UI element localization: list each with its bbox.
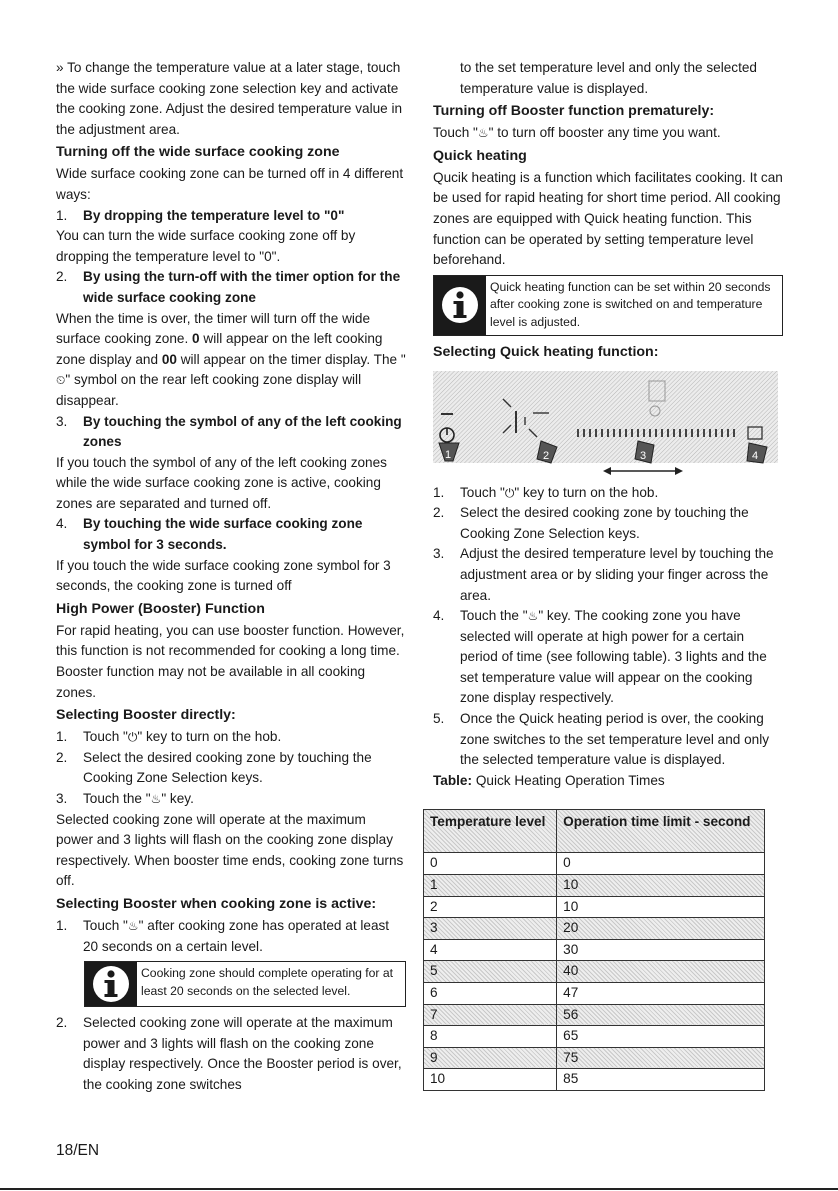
- list-item: 4. Touch the "♨" key. The cooking zone you have selected will operate at high power for a certain period of time (see following table). 3 lights and the set temperature value will appear on the cooking zone display respectively.: [433, 608, 767, 706]
- heading-booster-active: Selecting Booster when cooking zone is active:: [56, 895, 377, 912]
- page-number: 18/EN: [56, 1142, 100, 1159]
- info-icon: [85, 962, 137, 1006]
- heading-high-power: High Power (Booster) Function: [56, 600, 265, 617]
- table-header: Temperature level: [424, 810, 557, 853]
- table-row: 1 10: [424, 875, 765, 897]
- list-item: 2. Select the desired cooking zone by touching the Cooking Zone Selection keys.: [56, 749, 372, 786]
- info-icon: [434, 276, 486, 335]
- table-row: 2 10: [424, 896, 765, 918]
- info-note: [433, 275, 783, 336]
- info-note-text: Cooking zone should complete operating for at least 20 seconds on the selected level.: [141, 966, 394, 998]
- left-column: [56, 58, 406, 1096]
- list-item-body: You can turn the wide surface cooking zone off by dropping the temperature level to "0".: [56, 228, 356, 264]
- paragraph-continued: to the set temperature level and only the selected temperature value is displayed.: [460, 60, 757, 96]
- table-row: 6 47: [424, 983, 765, 1005]
- paragraph-booster-operate: Selected cooking zone will operate at the maximum power and 3 lights will flash on the cooking zone display respectively. When booster time ends, cooking zone turns off.: [56, 811, 404, 889]
- booster-icon: ♨: [150, 792, 162, 806]
- diagram-marker-1: 1: [445, 448, 452, 461]
- list-item: 4. By touching the wide surface cooking zone symbol for 3 seconds.: [56, 516, 363, 553]
- paragraph-quick-heating: Qucik heating is a function which facilitates cooking. It can be used for rapid heating for short time period. All cooking zones are equipped with Quick heating function. This function can be operated by setting temperature level beforehand.: [433, 169, 783, 268]
- table-row: 7 56: [424, 1004, 765, 1026]
- quick-heating-table: [423, 809, 765, 1091]
- list-item: 2. Select the desired cooking zone by touching the Cooking Zone Selection keys.: [433, 505, 749, 541]
- table-row: 5 40: [424, 961, 765, 983]
- paragraph-high-power: For rapid heating, you can use booster function. However, this function is not recommended for cooking a long time. Booster function may not be available in all cooking zones.: [56, 622, 405, 700]
- list-item-body: If you touch the symbol of any of the left cooking zones while the wide surface cooking zone is active, cooking zones are separated and turned off.: [56, 454, 387, 511]
- list-item-body: When the time is over, the timer will turn off the wide surface cooking zone. 0 will appear on the left cooking zone display and 00 will appear on the timer display. The "⏲" symbol on the rear left cooking zone display will disappear.: [56, 310, 406, 408]
- timer-icon: ⏲: [56, 373, 66, 388]
- info-note-text: Quick heating function can be set within 20 seconds after cooking zone is switched on and temperature level is adjusted.: [490, 279, 771, 329]
- paragraph-turn-off-ways: Wide surface cooking zone can be turned off in 4 different ways:: [56, 166, 404, 202]
- control-panel-diagram: [433, 371, 783, 479]
- table-row: 8 65: [424, 1026, 765, 1048]
- heading-select-quick-heating: Selecting Quick heating function:: [433, 343, 659, 360]
- booster-icon: ♨: [527, 609, 539, 624]
- diagram-marker-2: 2: [543, 449, 550, 462]
- list-item: 1. Touch "⏻" key to turn on the hob.: [433, 483, 783, 504]
- list-item: 1. By dropping the temperature level to "0": [56, 207, 345, 223]
- diagram-marker-3: 3: [640, 449, 647, 462]
- booster-icon: ♨: [477, 126, 489, 141]
- list-item: 2. Selected cooking zone will operate at the maximum power and 3 lights will flash on the cooking zone display respectively. Once the Booster period is over, the cooking zone switches: [56, 1015, 402, 1092]
- list-item: 3. Adjust the desired temperature level by touching the adjustment area or by sliding your finger across the area.: [433, 546, 774, 603]
- table-row: 9 75: [424, 1047, 765, 1069]
- table-row: 0 0: [424, 853, 765, 875]
- power-icon: ⏻: [504, 485, 515, 500]
- heading-turn-off-booster: Turning off Booster function prematurely:: [433, 103, 715, 120]
- list-item: 5. Once the Quick heating period is over, the cooking zone switches to the set temperature level and only the selected temperature value is displayed.: [433, 711, 770, 768]
- paragraph-turn-off-booster: Touch "♨" to turn off booster any time you want.: [433, 123, 783, 144]
- table-caption: Table: Quick Heating Operation Times: [433, 772, 665, 788]
- info-note: [84, 961, 406, 1007]
- list-item-body: If you touch the wide surface cooking zone symbol for 3 seconds, the cooking zone is turned off: [56, 557, 391, 594]
- power-icon: ⏻: [127, 730, 138, 745]
- table-row: 3 20: [424, 918, 765, 940]
- list-item: 2. By using the turn-off with the timer option for the wide surface cooking zone: [56, 269, 401, 305]
- booster-icon: ♨: [127, 918, 139, 933]
- table-header: Operation time limit - second: [557, 810, 765, 853]
- heading-quick-heating: Quick heating: [433, 147, 527, 164]
- list-item: 1. Touch "♨" after cooking zone has operated at least 20 seconds on a certain level.: [56, 917, 390, 954]
- heading-select-booster: Selecting Booster directly:: [56, 707, 236, 724]
- bottom-rule: [0, 1188, 838, 1190]
- diagram-marker-4: 4: [752, 449, 759, 462]
- list-item: 3. Touch the "♨" key.: [56, 789, 406, 810]
- paragraph-change-temp: » To change the temperature value at a later stage, touch the wide surface cooking zone selection key and activate the cooking zone. Adjust the desired temperature value in the adjustment area.: [56, 60, 403, 137]
- list-item: 3. By touching the symbol of any of the left cooking zones: [56, 413, 402, 450]
- heading-turn-off-wide: Turning off the wide surface cooking zone: [56, 144, 340, 161]
- table-row: 4 30: [424, 939, 765, 961]
- right-column: [430, 58, 783, 1091]
- list-item: 1. Touch "⏻" key to turn on the hob.: [56, 727, 406, 748]
- table-row: 10 85: [424, 1069, 765, 1091]
